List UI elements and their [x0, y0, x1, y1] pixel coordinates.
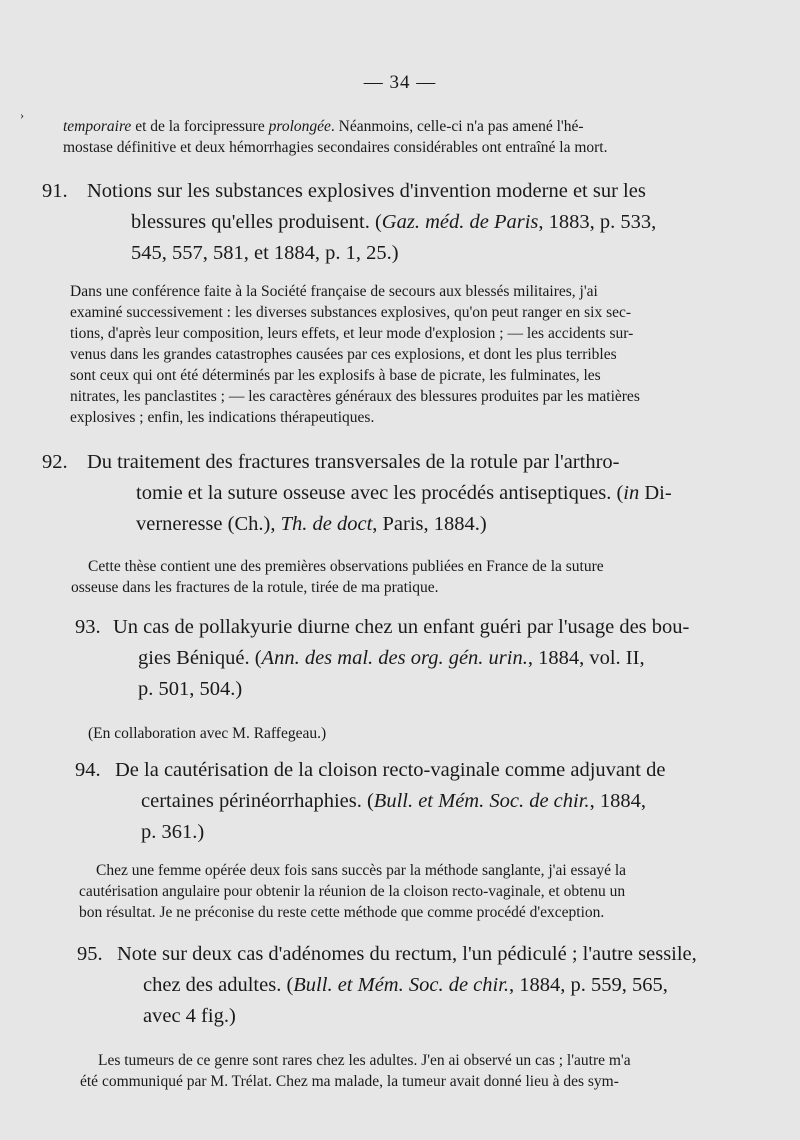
- entry-abstract: [0, 556, 800, 598]
- journal-title: Gaz. méd. de Paris: [381, 211, 539, 233]
- title-text: , 1883, p. 533,: [538, 211, 657, 233]
- entry-title: [0, 447, 800, 540]
- entry-number: 93.: [75, 616, 101, 638]
- entry-title-line: [77, 939, 800, 970]
- entry-title-line: [141, 786, 800, 817]
- abstract-line: nitrates, les panclastites ; — les caractères généraux des blessures produites par les matières: [70, 388, 640, 405]
- entry-title-line: [75, 612, 800, 643]
- intro-italic-text: prolongée: [268, 118, 331, 135]
- intro-text: et de la forcipressure: [131, 118, 269, 135]
- title-text: , 1884, p. 559, 565,: [509, 974, 668, 996]
- entry-title: [0, 612, 800, 705]
- title-text: De la cautérisation de la cloison recto-vaginale comme adjuvant de: [115, 759, 666, 781]
- title-text: Di-: [639, 482, 672, 504]
- abstract-line: explosives ; enfin, les indications thérapeutiques.: [70, 409, 375, 426]
- title-text: , Paris, 1884.): [372, 513, 487, 535]
- intro-line: [63, 137, 687, 158]
- journal-title: Ann. des mal. des org. gén. urin.: [261, 647, 528, 669]
- entry-abstract: [0, 1050, 800, 1092]
- entry-92: [0, 447, 800, 598]
- abstract-line: Chez une femme opérée deux fois sans succès par la méthode sanglante, j'ai essayé la: [96, 862, 627, 879]
- title-text: Notions sur les substances explosives d'invention moderne et sur les: [87, 180, 646, 202]
- entry-title: [0, 755, 800, 848]
- entry-91: [0, 176, 800, 428]
- entry-title-line: [75, 755, 800, 786]
- abstract-line: cautérisation angulaire pour obtenir la réunion de la cloison recto-vaginale, et obtenu un: [79, 883, 626, 900]
- entry-94: [0, 755, 800, 923]
- title-text: Note sur deux cas d'adénomes du rectum, l'un pédiculé ; l'autre sessile,: [117, 943, 697, 965]
- title-text: certaines périnéorrhaphies. (: [141, 790, 374, 812]
- entry-title-line: [138, 643, 800, 674]
- intro-paragraph: [0, 116, 687, 158]
- abstract-line: tions, d'après leur composition, leurs effets, et leur mode d'explosion ; — les accidents sur-: [70, 325, 634, 342]
- entry-title-line: [131, 238, 800, 269]
- title-text: , 1884, vol. II,: [527, 647, 645, 669]
- abstract-line: osseuse dans les fractures de la rotule, tirée de ma pratique.: [71, 579, 439, 596]
- abstract-line: (En collaboration avec M. Raffegeau.): [88, 725, 327, 742]
- journal-title: Th. de doct: [280, 513, 373, 535]
- journal-title: Bull. et Mém. Soc. de chir.: [293, 974, 510, 996]
- title-text: 545, 557, 581, et 1884, p. 1, 25.): [131, 242, 399, 264]
- entry-95: [0, 939, 800, 1092]
- entry-title-line: [143, 1001, 800, 1032]
- entry-title-line: [136, 509, 800, 540]
- title-text: p. 361.): [141, 821, 205, 843]
- abstract-line: bon résultat. Je ne préconise du reste cette méthode que comme procédé d'exception.: [79, 904, 605, 921]
- entry-number: 92.: [42, 451, 68, 473]
- abstract-line: venus dans les grandes catastrophes causées par ces explosions, et dont les plus terribles: [70, 346, 617, 363]
- abstract-line: examiné successivement : les diverses substances explosives, qu'on peut ranger en six sec-: [70, 304, 632, 321]
- entry-abstract: [0, 860, 800, 923]
- entry-number: 91.: [42, 180, 68, 202]
- entry-abstract: [0, 723, 800, 744]
- intro-text: . Néanmoins, celle-ci n'a pas amené l'hé-: [330, 118, 584, 135]
- title-text: blessures qu'elles produisent. (: [131, 211, 382, 233]
- entry-title-line: [42, 176, 800, 207]
- title-text: p. 501, 504.): [138, 678, 243, 700]
- title-text: , 1884,: [589, 790, 646, 812]
- title-text: Un cas de pollakyurie diurne chez un enfant guéri par l'usage des bou-: [113, 616, 690, 638]
- entry-title-line: [42, 447, 800, 478]
- abstract-line: Les tumeurs de ce genre sont rares chez les adultes. J'en ai observé un cas ; l'autre m'a: [98, 1052, 631, 1069]
- title-text: verneresse (Ch.),: [136, 513, 281, 535]
- journal-title: Bull. et Mém. Soc. de chir.: [373, 790, 590, 812]
- entry-title-line: [138, 674, 800, 705]
- intro-italic-text: temporaire: [63, 118, 132, 135]
- entry-title-line: [136, 478, 800, 509]
- title-text: Du traitement des fractures transversales de la rotule par l'arthro-: [87, 451, 620, 473]
- abstract-line: sont ceux qui ont été déterminés par les explosifs à base de picrate, les fulminates, les: [70, 367, 601, 384]
- journal-title: in: [623, 482, 640, 504]
- intro-line: [63, 116, 687, 137]
- entry-title: [0, 176, 800, 269]
- entry-title: [0, 939, 800, 1032]
- abstract-line: Cette thèse contient une des premières observations publiées en France de la suture: [88, 558, 604, 575]
- margin-mark: ›: [20, 108, 24, 122]
- entry-title-line: [131, 207, 800, 238]
- title-text: tomie et la suture osseuse avec les procédés antiseptiques. (: [136, 482, 624, 504]
- title-text: gies Béniqué. (: [138, 647, 262, 669]
- entry-93: [0, 612, 800, 744]
- abstract-line: Dans une conférence faite à la Société française de secours aux blessés militaires, j'ai: [70, 283, 598, 300]
- page-number: — 34 —: [363, 72, 437, 93]
- entry-title-line: [143, 970, 800, 1001]
- intro-text: mostase définitive et deux hémorrhagies secondaires considérables ont entraîné la mort.: [63, 139, 608, 156]
- entry-abstract: [0, 281, 800, 428]
- title-text: avec 4 fig.): [143, 1005, 236, 1027]
- entry-number: 95.: [77, 943, 103, 965]
- entry-title-line: [141, 817, 800, 848]
- entry-number: 94.: [75, 759, 101, 781]
- abstract-line: été communiqué par M. Trélat. Chez ma malade, la tumeur avait donné lieu à des sym-: [80, 1073, 619, 1090]
- title-text: chez des adultes. (: [143, 974, 294, 996]
